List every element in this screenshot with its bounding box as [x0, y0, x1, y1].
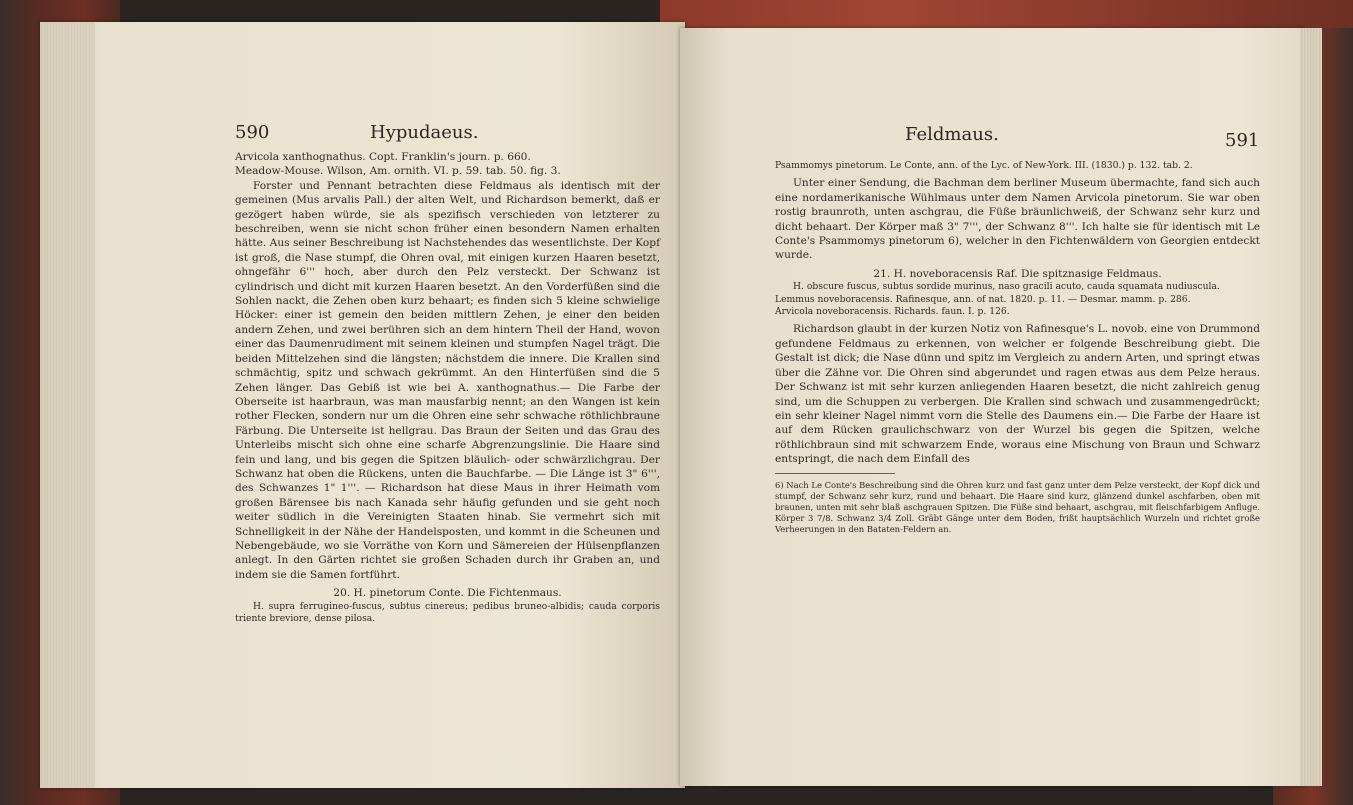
- footnote: 6) Nach Le Conte's Beschreibung sind die Ohren kurz und fast ganz unter dem Pelze versteckt, der Kopf dick und stumpf, der Schwanz sehr kurz, rund und behaart. Die Haare sind kurz, glänzend dunkel aschfarben, oben mit braunen, unten mit sehr blaß aschgrauen Spitzen. Die Füße sind behaart, aschgrau, mit fleischfarbigem Anfluge. Körper 3 7/8. Schwanz 3/4 Zoll. Gräbt Gänge unter dem Boden, frißt hauptsächlich Wurzeln und richtet große Verheerungen in den Bataten-Feldern an.: [775, 479, 1260, 534]
- footnote-divider: [775, 473, 895, 474]
- body-paragraph: Forster und Pennant betrachten diese Feldmaus als identisch mit der gemeinen (Mus arvalis Pall.) der alten Welt, und Richardson bemerkt, daß er gezögert haben würde, sie als spezifisch verschieden von letzterer zu beschreiben, wenn sie nicht schon früher einen besondern Namen erhalten hätte. Aus seiner Beschreibung ist Nachstehendes das wesentlichste. Der Kopf ist groß, die Nase stumpf, die Ohren oval, mit einigen kurzen Haaren besetzt, ohngefähr 6''' hoch, aber durch den Pelz versteckt. Der Schwanz ist cylindrisch und dicht mit kurzen Haaren besetzt. An den Vorderfüßen sind die Sohlen nackt, die Zehen oben kurz behaart; es finden sich 5 kleine schwielige Höcker: einer ist gemein den beiden mittlern Zehen, je einer den beiden andern Zehen, und zwei berühren sich an dem hintern Theil der Hand, wovon einer das Daumenrudiment mit seinem kleinen und stumpfen Nagel trägt. Die beiden Mittelzehen sind die längsten; nächstdem die innere. Die Krallen sind schmächtig, spitz und schwach gekrümmt. An den Hinterfüßen sind die 5 Zehen länger. Das Gebiß ist wie bei A. xanthognathus.— Die Farbe der Oberseite ist haarbraun, was man mausfarbig nennt; an den Wangen ist kein rother Flecken, sondern nur um die Ohren eine sehr schwache röthlichbraune Färbung. Die Unterseite ist hellgrau. Das Braun der Seiten und das Grau des Unterleibs mischt sich ohne eine scharfe Abgrenzungslinie. Die Haare sind fein und lang, und bis gegen die Spitzen bläulich- oder schwärzlichgrau. Der Schwanz hat oben die Rückens, unten die Bauchfarbe. — Die Länge ist 3" 6''', des Schwanzes 1" 1'''. — Richardson hat diese Maus in ihrer Heimath vom großen Bärensee bis nach Kanada sehr häufig gefunden und sie geht noch weiter südlich in die Vereinigten Staaten hinab. Sie vermehrt sich mit Schnelligkeit in der Nähe der Handelsposten, und kommt in die Scheunen und Nebengebäude, wo sie Vorräthe von Korn und Sämereien der Hülsenpflanzen anlegt. In den Gärten richtet sie großen Schaden durch ihr Graben an, und indem sie die Samen fortführt.: [235, 179, 660, 581]
- page-number: 590: [235, 122, 270, 143]
- left-page-body: [235, 150, 660, 625]
- synonym-line: Lemmus noveboracensis. Rafinesque, ann. of nat. 1820. p. 11. — Desmar. mamm. p. 286.: [775, 293, 1191, 305]
- running-head: Hypudaeus.: [370, 122, 479, 143]
- synonym-line: Arvicola xanthognathus. Copt. Franklin's journ. p. 660.: [235, 151, 531, 163]
- synonym-line: Meadow-Mouse. Wilson, Am. ornith. VI. p. 59. tab. 50. fig. 3.: [235, 165, 561, 178]
- body-paragraph: Richardson glaubt in der kurzen Notiz von Rafinesque's L. novob. eine von Drummond gefundene Feldmaus zu erkennen, von welcher er folgende Beschreibung giebt. Die Gestalt ist dick; die Nase dünn und spitz im Vergleich zu andern Arten, und springt etwas über die Zähne vor. Die Ohren sind abgerundet und ragen etwas aus dem Pelze heraus. Der Schwanz ist mit sehr kurzen anliegenden Haaren besetzt, die nicht zahlreich genug sind, um die Schuppen zu verbergen. Die Krallen sind schwach und zusammengedrückt; ein sehr kleiner Nagel nimmt vorn die Stelle des Daumens ein.— Die Farbe der Haare ist auf dem Rücken graulichschwarz von der Wurzel bis gegen die Spitzen, welche röthlichbraun sind mit schwarzem Ende, woraus eine Mischung von Braun und Schwarz entspringt, die nach dem Einfall des: [775, 323, 1260, 466]
- species-heading: 20. H. pinetorum Conte. Die Fichtenmaus.: [333, 587, 562, 600]
- body-paragraph: Unter einer Sendung, die Bachman dem berliner Museum übermachte, fand sich auch eine nordamerikanische Wühlmaus unter dem Namen Arvicola pinetorum. Sie war oben rostig braunroth, unten aschgrau, die Füße bräunlichweiß, der Schwanz sehr kurz und dicht behaart. Der Körper maß 3" 7''', der Schwanz 8'''. Ich halte sie für identisch mit Le Conte's Psammomys pinetorum 6), welcher in den Fichtenwäldern von Georgien entdeckt wurde.: [775, 177, 1260, 262]
- right-page: [680, 28, 1305, 786]
- page-edges-left: [40, 22, 95, 788]
- running-head: Feldmaus.: [905, 124, 999, 145]
- page-number: 591: [1225, 130, 1260, 151]
- synonym-line: Psammomys pinetorum. Le Conte, ann. of the Lyc. of New-York. III. (1830.) p. 132. tab. 2.: [775, 160, 1193, 171]
- species-diagnosis: H. supra ferrugineo-fuscus, subtus cinereus; pedibus bruneo-albidis; cauda corporis triente breviore, dense pilosa.: [235, 600, 660, 624]
- left-page: [40, 22, 685, 788]
- page-edges-right: [1300, 28, 1322, 786]
- species-diagnosis: H. obscure fuscus, subtus sordide murinus, naso gracili acuto, cauda squamata nudiuscula.: [793, 281, 1220, 293]
- species-heading: 21. H. noveboracensis Raf. Die spitznasige Feldmaus.: [873, 267, 1162, 280]
- right-page-body: [775, 160, 1260, 535]
- synonym-line: Arvicola noveboracensis. Richards. faun. I. p. 126.: [775, 306, 1010, 318]
- book-cover-top: [660, 0, 1353, 28]
